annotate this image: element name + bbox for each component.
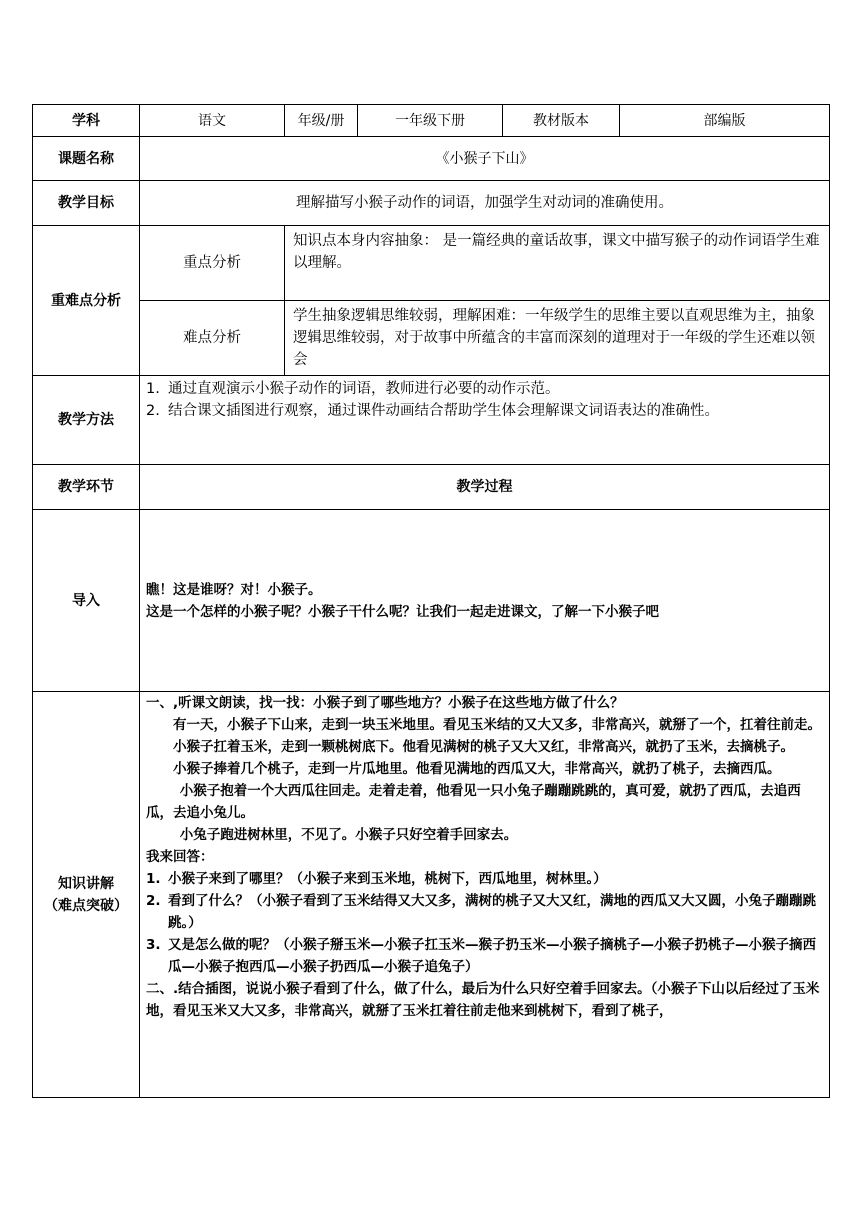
- intro-line: 瞧！这是谁呀？对！小猴子。: [146, 581, 322, 598]
- process-row: [33, 465, 830, 510]
- key-point-row: [33, 226, 830, 301]
- method-item-text: 通过直观演示小猴子动作的词语，教师进行必要的动作示范。: [168, 381, 560, 397]
- edition-value: 部编版: [620, 105, 830, 137]
- question-number: 1.: [146, 871, 161, 887]
- story-paragraph: 小兔子跑进树林里，不见了。小猴子只好空着手回家去。: [179, 827, 518, 843]
- key-point-text: 知识点本身内容抽象： 是一篇经典的童话故事，课文中描写猴子的动作词语学生难以理解。: [293, 233, 820, 271]
- difficult-point-row: [33, 301, 830, 376]
- grade-value: 一年级下册: [358, 105, 503, 137]
- question-text: 看到了什么？（小猴子看到了玉米结得又大又多，满树的桃子又大又红，满地的西瓜又大又圆，小兔子蹦蹦跳跳。）: [168, 893, 816, 931]
- story-paragraph: 有一天，小猴子下山来，走到一块玉米地里。看见玉米结的又大又多，非常高兴，就掰了一个，扛着往前走。: [173, 717, 821, 733]
- intro-cell: [140, 510, 830, 692]
- question-text: 又是怎么做的呢？（小猴子掰玉米—小猴子扛玉米—猴子扔玉米—小猴子摘桃子—小猴子扔桃子—小猴子摘西瓜—小猴子抱西瓜—小猴子扔西瓜—小猴子追兔子）: [168, 937, 816, 975]
- question-text: 小猴子来到了哪里？（小猴子来到玉米地，桃树下，西瓜地里，树林里。）: [168, 871, 607, 887]
- question-item: [146, 890, 823, 934]
- goal-label: 教学目标: [33, 181, 140, 226]
- question-item: [146, 868, 823, 890]
- knowledge-label: [33, 692, 140, 1098]
- subject-label: 学科: [33, 105, 140, 137]
- method-item-text: 结合课文插图进行观察，通过课件动画结合帮助学生体会理解课文词语表达的准确性。: [168, 403, 719, 419]
- process-label: 教学环节: [33, 465, 140, 510]
- answer-title: 我来回答：: [146, 849, 214, 865]
- question-item: [146, 934, 823, 978]
- header-row: [33, 105, 830, 137]
- knowledge-row: [33, 692, 830, 1098]
- knowledge-label-line: （难点突破）: [44, 897, 128, 914]
- knowledge-label-line: 知识讲解: [58, 875, 114, 892]
- method-row: [33, 376, 830, 465]
- story-paragraph: 小猴子抱着一个大西瓜往回走。走着走着，他看见一只小兔子蹦蹦跳跳的，真可爱，就扔了西瓜，去追西瓜，去追小兔儿。: [146, 783, 801, 821]
- key-point-cell: [285, 226, 830, 301]
- process-title: 教学过程: [140, 465, 830, 510]
- grade-label: 年级/册: [285, 105, 358, 137]
- key-point-label: 重点分析: [140, 226, 285, 301]
- method-cell: [140, 376, 830, 465]
- question-number: 2.: [146, 893, 161, 909]
- edition-label: 教材版本: [503, 105, 620, 137]
- lesson-title: 《小猴子下山》: [140, 137, 830, 181]
- title-label: 课题名称: [33, 137, 140, 181]
- section-title: 一、,听课文朗读，找一找：小猴子到了哪些地方？小猴子在这些地方做了什么？: [146, 695, 624, 711]
- subject-value: 语文: [140, 105, 285, 137]
- difficult-point-cell: [285, 301, 830, 376]
- difficult-point-label: 难点分析: [140, 301, 285, 376]
- method-item: [146, 400, 823, 422]
- difficult-point-text: 学生抽象逻辑思维较弱，理解困难：一年级学生的思维主要以直观思维为主，抽象逻辑思维较弱，对于故事中所蕴含的丰富而深刻的道理对于一年级的学生还难以领会: [293, 308, 815, 368]
- method-item-number: 1.: [146, 381, 160, 397]
- story-paragraph: 小猴子捧着几个桃子，走到一片瓜地里。他看见满地的西瓜又大，非常高兴，就扔了桃子，去摘西瓜。: [173, 761, 781, 777]
- intro-row: [33, 510, 830, 692]
- title-row: [33, 137, 830, 181]
- section-two-text: 二、.结合插图，说说小猴子看到了什么，做了什么，最后为什么只好空着手回家去。（小猴子下山以后经过了玉米地，看见玉米又大又多，非常高兴，就掰了玉米扛着往前走他来到桃树下，看到了桃子，: [146, 981, 820, 1019]
- lesson-plan-table: [32, 104, 830, 1098]
- analysis-label: 重难点分析: [33, 226, 140, 376]
- goal-row: [33, 181, 830, 226]
- question-number: 3.: [146, 937, 161, 953]
- method-item-number: 2.: [146, 403, 160, 419]
- method-item: [146, 378, 823, 400]
- knowledge-cell: [140, 692, 830, 1098]
- intro-line: 这是一个怎样的小猴子呢？小猴子干什么呢？让我们一起走进课文，了解一下小猴子吧: [146, 603, 659, 620]
- goal-text: 理解描写小猴子动作的词语，加强学生对动词的准确使用。: [140, 181, 830, 226]
- method-label: 教学方法: [33, 376, 140, 465]
- intro-label: 导入: [33, 510, 140, 692]
- story-paragraph: 小猴子扛着玉米，走到一颗桃树底下。他看见满树的桃子又大又红，非常高兴，就扔了玉米，去摘桃子。: [173, 739, 794, 755]
